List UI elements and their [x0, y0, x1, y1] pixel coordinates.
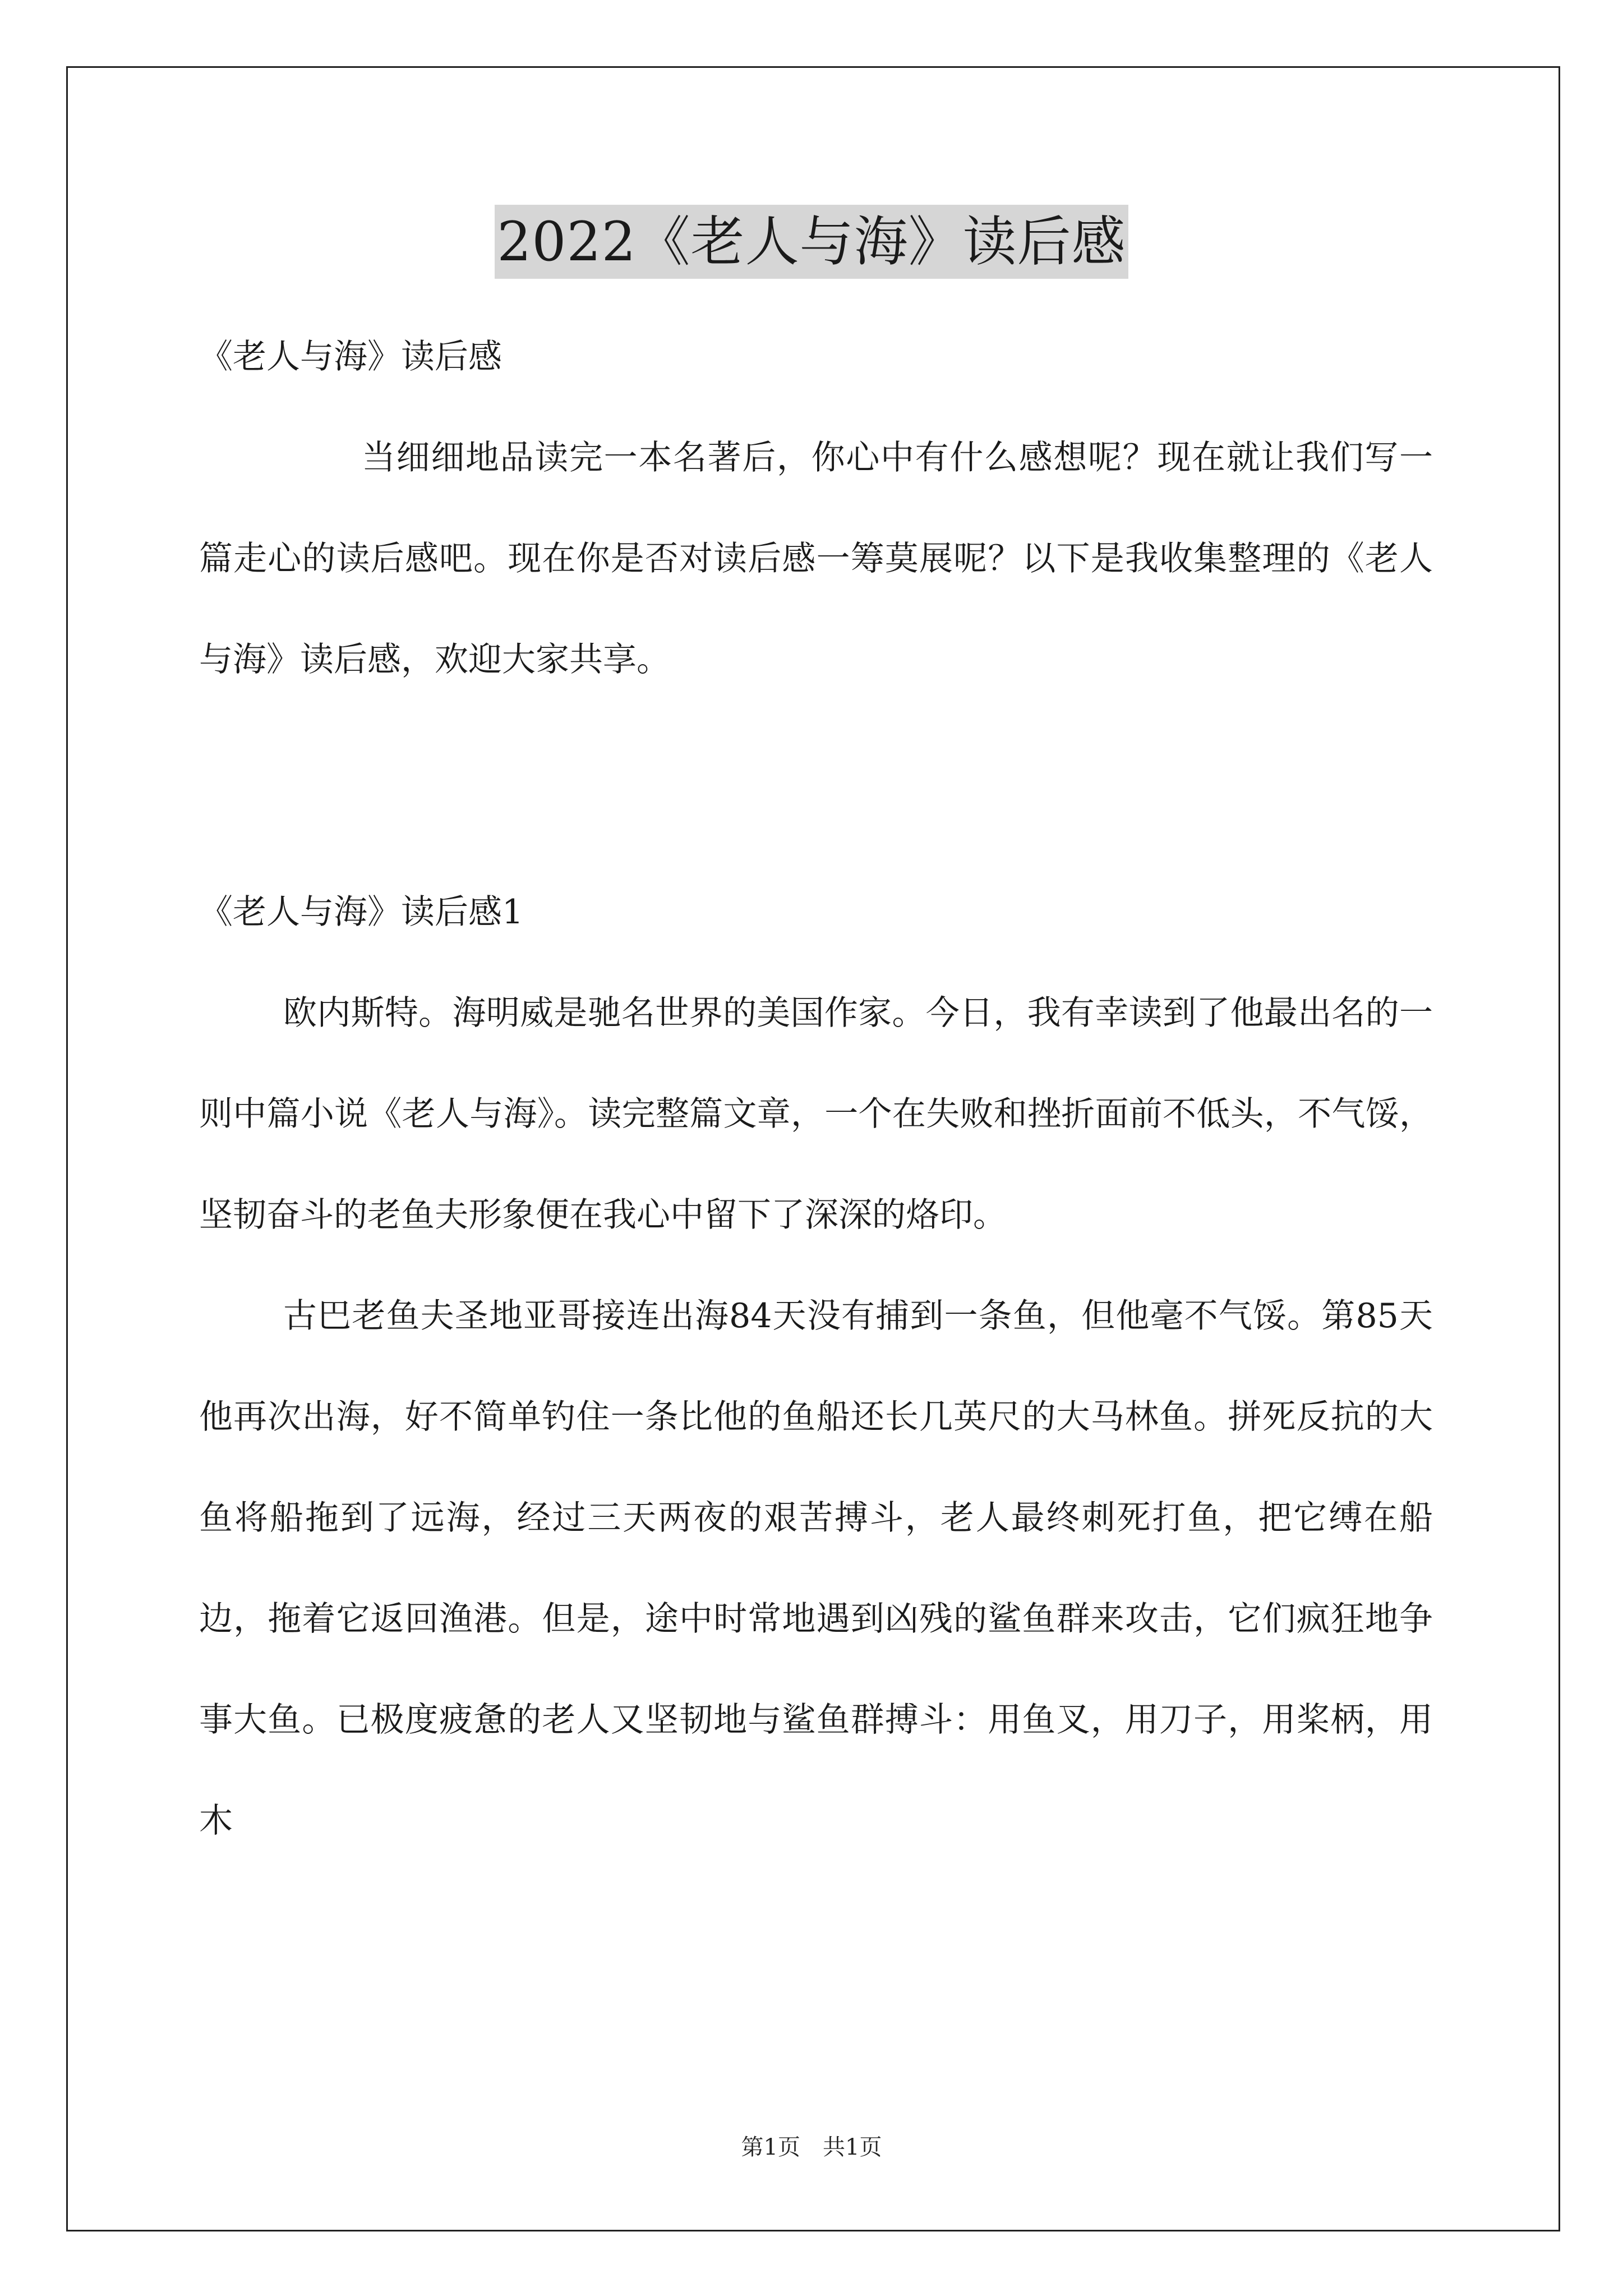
section-heading: 《老人与海》读后感1 — [199, 892, 524, 932]
essay-section-1 — [199, 862, 1433, 1871]
body-paragraph: 欧内斯特。海明威是驰名世界的美国作家。今日，我有幸读到了他最出名的一则中篇小说《老人与海》。读完整篇文章，一个在失败和挫折面前不低头，不气馁，坚韧奋斗的老鱼夫形象便在我心中留下了深深的烙印。 — [199, 993, 1433, 1235]
page-number: 第1页 — [741, 2134, 800, 2160]
title-container — [0, 205, 1623, 279]
document-title: 2022《老人与海》读后感 — [495, 205, 1128, 279]
subtitle: 《老人与海》读后感 — [199, 337, 502, 376]
intro-section — [199, 306, 1433, 710]
intro-paragraph: 当细细地品读完一本名著后，你心中有什么感想呢？现在就让我们写一篇走心的读后感吧。现在你是否对读后感一筹莫展呢？以下是我收集整理的《老人与海》读后感，欢迎大家共享。 — [199, 438, 1433, 679]
page-footer — [0, 2131, 1623, 2164]
body-paragraph: 古巴老鱼夫圣地亚哥接连出海84天没有捕到一条鱼，但他毫不气馁。第85天他再次出海，好不简单钓住一条比他的鱼船还长几英尺的大马林鱼。拼死反抗的大鱼将船拖到了远海，经过三天两夜的艰苦搏斗，老人最终刺死打鱼，把它缚在船边，拖着它返回渔港。但是，途中时常地遇到凶残的鲨鱼群来攻击，它们疯狂地争事大鱼。已极度疲惫的老人又坚韧地与鲨鱼群搏斗：用鱼叉，用刀子，用桨柄，用木 — [199, 1296, 1433, 1841]
page-total: 共1页 — [823, 2134, 882, 2160]
